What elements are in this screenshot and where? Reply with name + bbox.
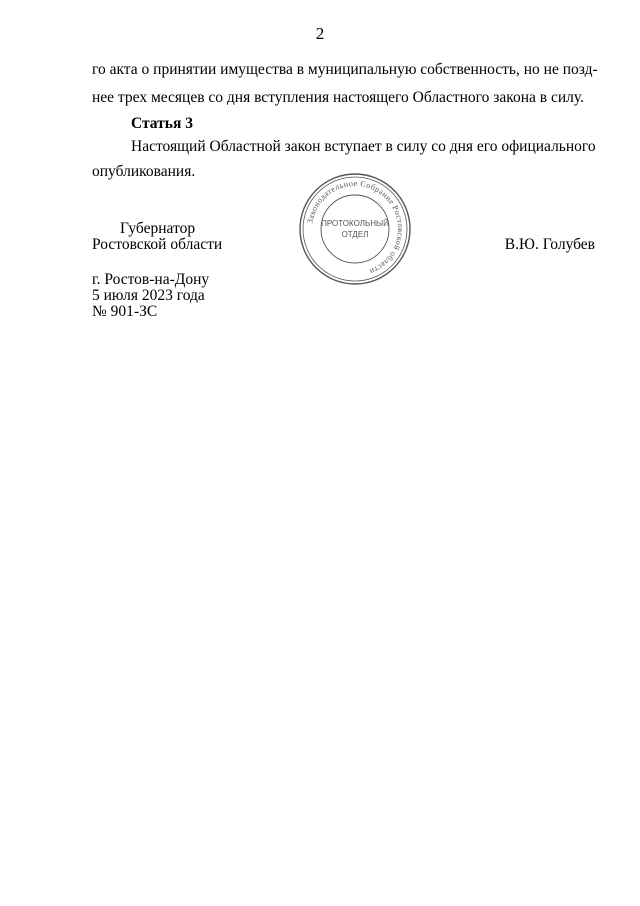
signatory-title: Губернатор [120,220,196,237]
place: г. Ростов-на-Дону [92,271,210,288]
official-stamp [298,172,412,286]
date: 5 июля 2023 года [92,287,205,304]
paragraph-line: нее трех месяцев со дня вступления настоящего Областного закона в силу. [92,89,584,106]
law-number: № 901-ЗС [92,303,158,320]
signatory-region: Ростовской области [92,236,223,253]
stamp-ring-text: Законодательное Собрание Ростовской области [305,178,406,277]
article-heading: Статья 3 [131,115,193,132]
paragraph-line: го акта о принятии имущества в муниципальную собственность, но не позд- [92,61,598,78]
stamp-center-text: ПРОТОКОЛЬНЫЙ [321,219,389,228]
stamp-center-text: ОТДЕЛ [341,230,369,239]
signatory-name: В.Ю. Голубев [504,236,595,253]
page-number: 2 [315,24,325,43]
paragraph-line: опубликования. [92,163,196,180]
paragraph-line: Настоящий Областной закон вступает в силу со дня его официального [131,138,596,155]
